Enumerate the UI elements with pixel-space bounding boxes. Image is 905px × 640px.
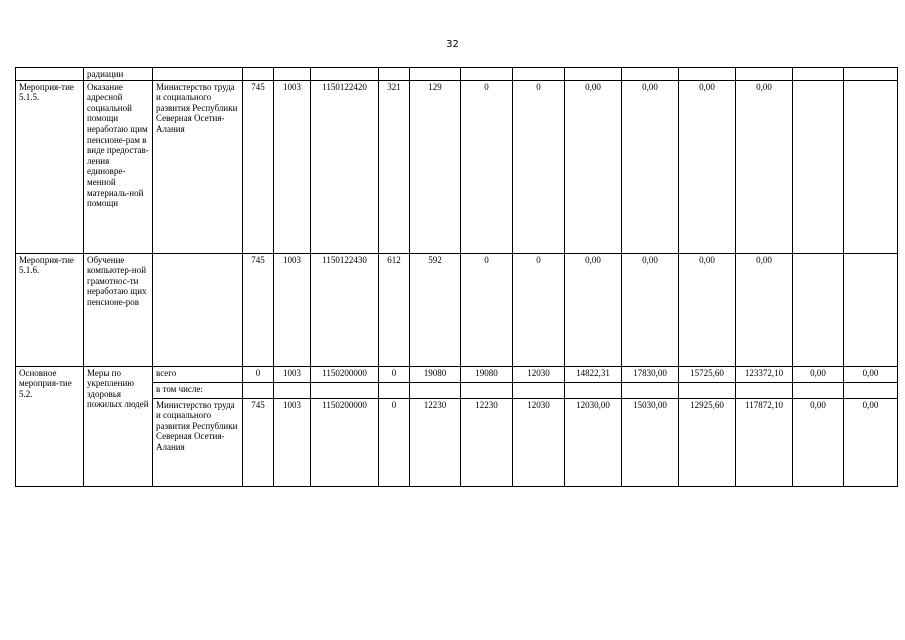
table-row-main-measure-5-2-total (16, 366, 898, 382)
cell-value (844, 253, 898, 366)
cell-value: 0,00 (622, 80, 679, 253)
cell-name: радиации (84, 68, 153, 81)
cell-name: Оказание адресной социальной помощи неработаю щим пенсионе-рам в виде предостав-ления единовре-менной материаль-ной помощи (84, 80, 153, 253)
cell-value: 0,00 (793, 398, 844, 486)
cell-value: 592 (410, 253, 461, 366)
cell-code: Мероприя-тие 5.1.5. (16, 80, 84, 253)
cell-value: 129 (410, 80, 461, 253)
cell-value: 15030,00 (622, 398, 679, 486)
cell-value: 0 (513, 253, 565, 366)
cell-code: Мероприя-тие 5.1.6. (16, 253, 84, 366)
cell-csr: 1150200000 (311, 366, 379, 382)
cell-grbs: 745 (243, 398, 274, 486)
cell-value: 0,00 (565, 253, 622, 366)
cell-value: 12230 (410, 398, 461, 486)
cell-value: 17830,00 (622, 366, 679, 382)
cell-value: 12030 (513, 366, 565, 382)
cell-rzpr: 1003 (274, 398, 311, 486)
cell-value: 0 (461, 253, 513, 366)
cell-value (844, 80, 898, 253)
cell-value (793, 80, 844, 253)
cell-value: 123372,10 (736, 366, 793, 382)
cell-value: 0,00 (736, 80, 793, 253)
cell-csr: 1150200000 (311, 398, 379, 486)
cell-vr: 612 (379, 253, 410, 366)
cell-vr: 0 (379, 366, 410, 382)
cell-value: 12925,60 (679, 398, 736, 486)
cell-csr: 1150122430 (311, 253, 379, 366)
cell-value: 0 (461, 80, 513, 253)
cell-value: 19080 (410, 366, 461, 382)
table-row-measure-5-1-6 (16, 253, 898, 366)
cell-value: 0,00 (844, 366, 898, 382)
cell-value (793, 253, 844, 366)
cell-value: 0 (513, 80, 565, 253)
cell-value: 0,00 (793, 366, 844, 382)
cell-grbs: 745 (243, 253, 274, 366)
cell-rzpr: 1003 (274, 80, 311, 253)
cell-name: Обучение компьютер-ной грамотнос-ти неработаю щих пенсионе-ров (84, 253, 153, 366)
cell-vr: 321 (379, 80, 410, 253)
cell-value: 12030 (513, 398, 565, 486)
cell-vr: 0 (379, 398, 410, 486)
cell-grbs: 0 (243, 366, 274, 382)
cell-value: 0,00 (844, 398, 898, 486)
cell-value: 0,00 (679, 253, 736, 366)
cell-value: 0,00 (565, 80, 622, 253)
cell-executor: Министерство труда и социального развития Республики Северная Осетия-Алания (153, 80, 243, 253)
cell-executor (153, 68, 243, 81)
cell-executor: всего (153, 366, 243, 382)
cell-value: 0,00 (679, 80, 736, 253)
cell-rzpr: 1003 (274, 366, 311, 382)
cell-value: 14822,31 (565, 366, 622, 382)
cell-code (16, 68, 84, 81)
cell-code: Основное мероприя-тие 5.2. (16, 366, 84, 486)
cell-executor: Министерство труда и социального развития Республики Северная Осетия-Алания (153, 398, 243, 486)
cell-csr: 1150122420 (311, 80, 379, 253)
cell-value: 117872,10 (736, 398, 793, 486)
table-row-measure-5-1-5 (16, 80, 898, 253)
cell-value: 19080 (461, 366, 513, 382)
cell-value: 12030,00 (565, 398, 622, 486)
budget-table (15, 67, 898, 487)
page-number: 32 (446, 39, 459, 50)
cell-rzpr: 1003 (274, 253, 311, 366)
cell-executor (153, 253, 243, 366)
table-row-continuation (16, 68, 898, 81)
cell-grbs: 745 (243, 80, 274, 253)
cell-value: 0,00 (622, 253, 679, 366)
cell-executor: в том числе: (153, 382, 243, 398)
cell-value: 0,00 (736, 253, 793, 366)
cell-value: 15725,60 (679, 366, 736, 382)
cell-name: Меры по укреплению здоровья пожилых людей (84, 366, 153, 486)
cell-value: 12230 (461, 398, 513, 486)
